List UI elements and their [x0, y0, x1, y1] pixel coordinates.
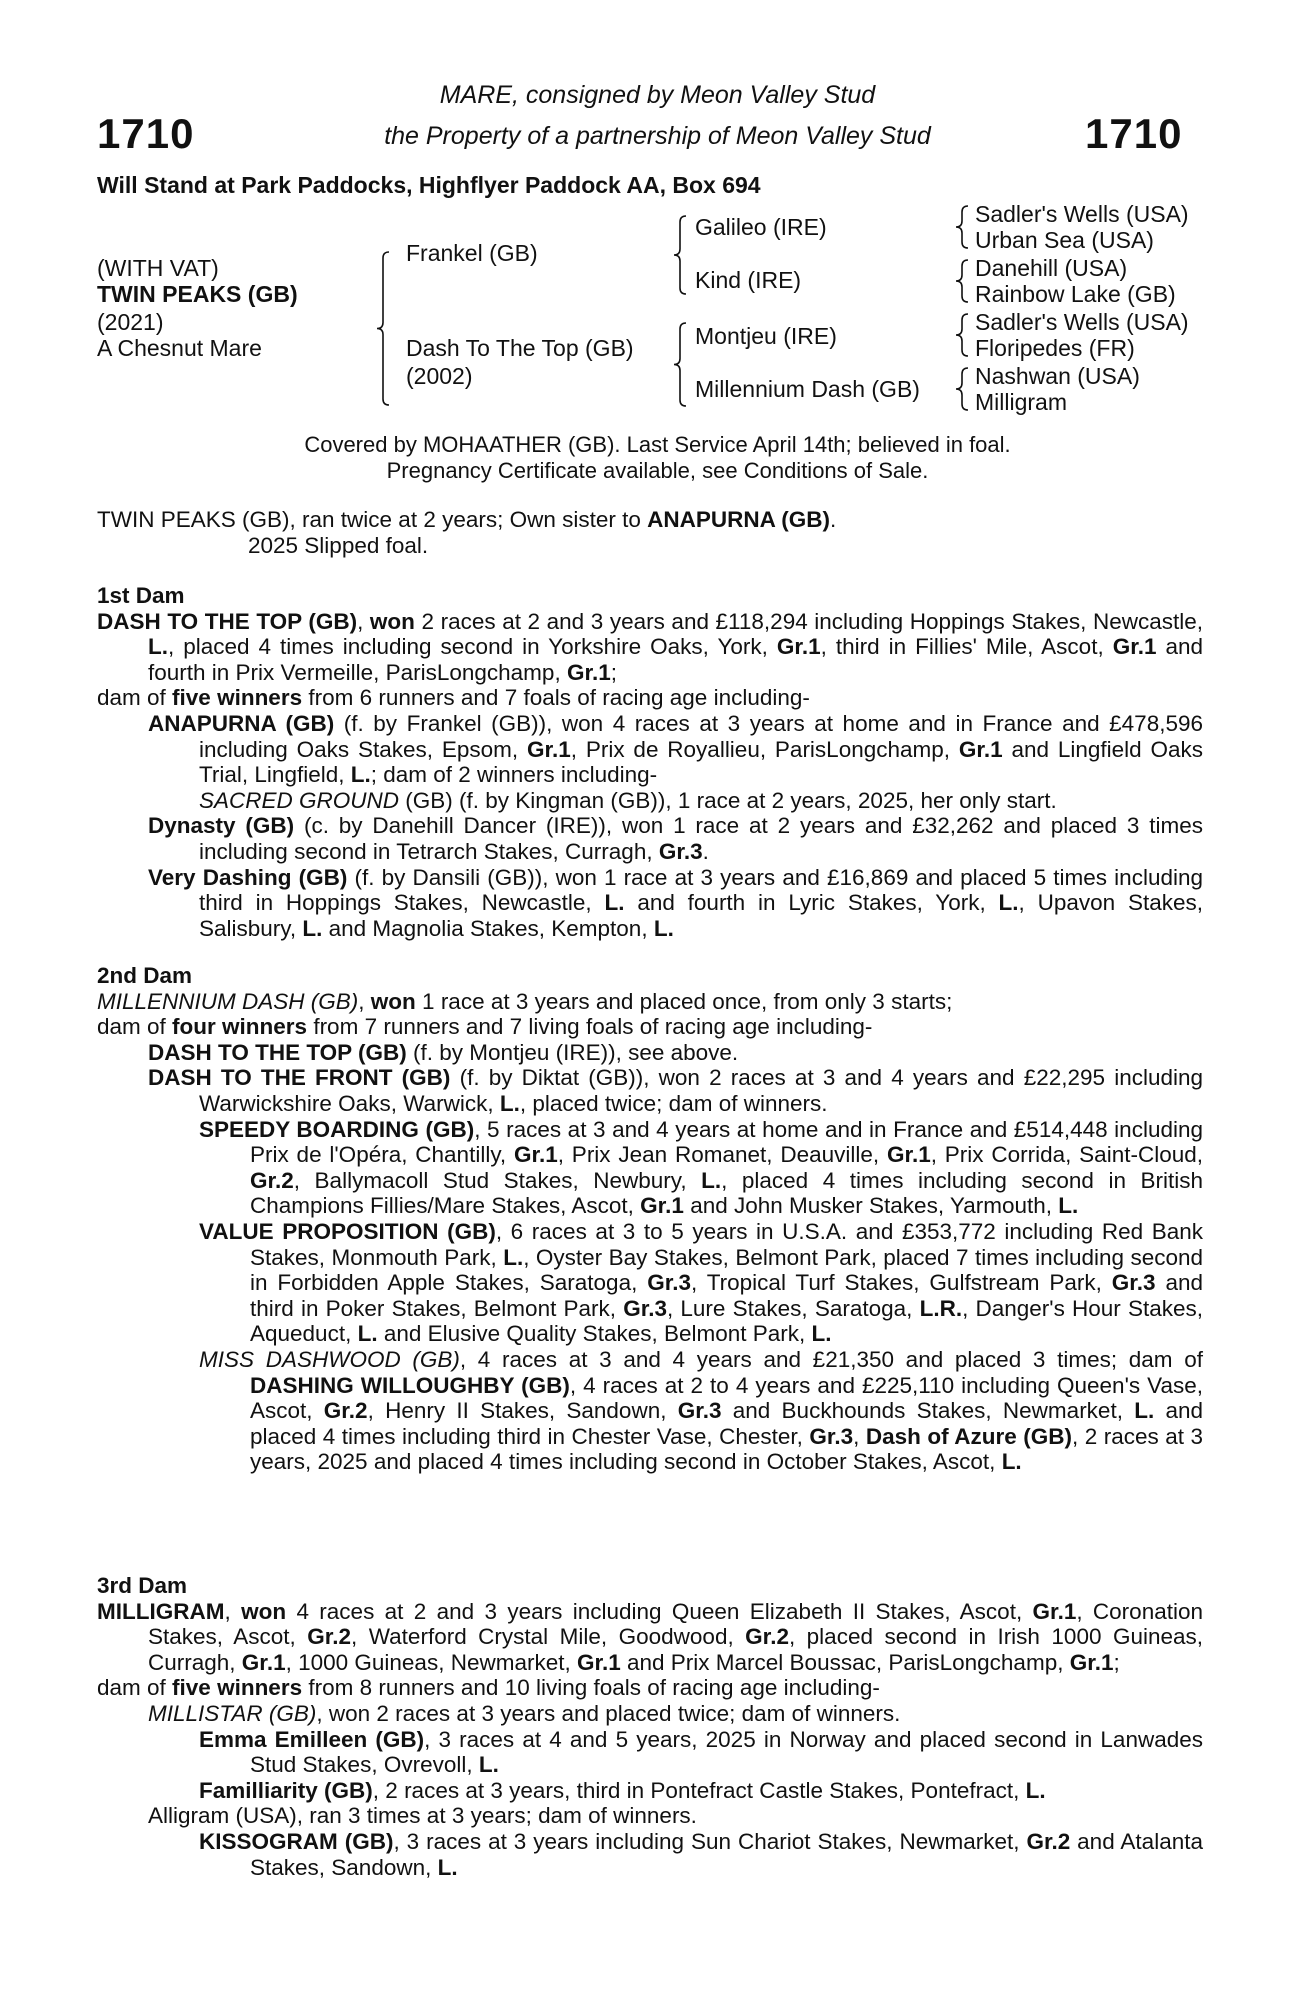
- bold-text: L.: [1001, 1449, 1022, 1475]
- bold-text: DASH TO THE TOP (GB): [148, 1039, 407, 1065]
- text: , 1000 Guineas, Newmarket,: [285, 1649, 577, 1675]
- bold-text: L.: [437, 1854, 458, 1880]
- text: ,: [357, 608, 370, 634]
- pedigree-entry: [97, 1701, 1203, 1727]
- bold-text: Gr.1: [1112, 634, 1157, 660]
- bold-text: Gr.1: [886, 1142, 931, 1168]
- bold-text: won: [241, 1598, 287, 1624]
- covering-note: Covered by MOHAATHER (GB). Last Service April 14th; believed in foal.: [304, 432, 1011, 457]
- text: ; dam of 2 winners including-: [370, 762, 658, 788]
- produce-summary: [97, 1675, 1203, 1701]
- text: , third in Fillies' Mile, Ascot,: [820, 634, 1113, 660]
- bold-text: DASHING WILLOUGHBY (GB): [250, 1372, 570, 1398]
- pedigree-entry: [97, 813, 1203, 864]
- bold-text: L.: [350, 762, 371, 788]
- bold-text: Dash of Azure (GB): [865, 1423, 1073, 1449]
- bold-text: Very Dashing (GB): [148, 864, 348, 890]
- text: , Upavon Stakes, Salisbury,: [199, 890, 1203, 941]
- text: , placed 4 times including second in Yorkshire Oaks, York,: [168, 634, 777, 660]
- pedigree-entry: [97, 1727, 1203, 1778]
- pedigree-entry: [97, 1117, 1203, 1219]
- dam-sire: Montjeu (IRE): [695, 323, 837, 349]
- brace-icon: [956, 206, 968, 248]
- text: and Buckhounds Stakes, Newmarket,: [721, 1398, 1135, 1424]
- text: and third in Poker Stakes, Belmont Park,: [250, 1270, 1203, 1321]
- section-title: 2nd Dam: [97, 963, 193, 988]
- pedigree-entry: [97, 1219, 1203, 1347]
- text: , Ballymacoll Stud Stakes, Newbury,: [293, 1167, 702, 1193]
- text: TWIN PEAKS (GB), ran twice at 2 years; Own sister to: [97, 507, 648, 532]
- bold-text: Gr.2: [1026, 1828, 1071, 1854]
- text: (f. by Frankel (GB)), won 4 races at 3 years at home and in France and £478,596 including Oaks Stakes, Epsom,: [199, 710, 1203, 762]
- bold-text: Gr.1: [566, 659, 611, 685]
- text: (GB) (f. by Kingman (GB)), 1 race at 2 years, 2025, her only start.: [399, 787, 1057, 813]
- produce-summary: [97, 685, 1203, 711]
- sire-dam: Kind (IRE): [695, 267, 802, 293]
- text: , 3 races at 3 years including Sun Chariot Stakes, Newmarket,: [393, 1828, 1027, 1854]
- bold-text: L.: [604, 890, 625, 916]
- italic-text: MISS DASHWOOD (GB): [199, 1346, 460, 1372]
- first-dam-section: [97, 583, 1203, 941]
- consignor-line: MARE, consigned by Meon Valley Stud: [439, 81, 876, 109]
- pedigree-entry: [97, 989, 1203, 1015]
- bold-text: Gr.1: [776, 634, 821, 660]
- bold-text: Gr.3: [1111, 1270, 1156, 1296]
- text: and John Musker Stakes, Yarmouth,: [683, 1193, 1059, 1219]
- bold-text: Gr.2: [745, 1624, 789, 1650]
- horse-name: TWIN PEAKS (GB): [97, 281, 298, 307]
- text: , placed second in Irish 1000 Guineas, Curragh,: [148, 1624, 1203, 1675]
- text: and Magnolia Stakes, Kempton,: [322, 915, 654, 941]
- bold-text: Emma Emilleen (GB): [199, 1726, 425, 1752]
- text: and Elusive Quality Stakes, Belmont Park,: [377, 1321, 812, 1347]
- text: ;: [610, 659, 617, 685]
- text: (c. by Danehill Dancer (IRE)), won 1 race at 2 years and £32,262 and placed 3 times including second in Tetrarch Stakes, Curragh,: [199, 813, 1204, 864]
- pedigree-entry: [97, 1347, 1203, 1475]
- text: dam of: [97, 685, 173, 711]
- gen4-ancestor: Rainbow Lake (GB): [975, 281, 1176, 307]
- text: ,: [224, 1598, 242, 1624]
- bold-text: L.: [503, 1244, 524, 1270]
- text: 2 races at 2 and 3 years and £118,294 including Hoppings Stakes, Newcastle,: [414, 608, 1203, 634]
- text: , won 2 races at 3 years and placed twice; dam of winners.: [316, 1700, 901, 1726]
- bold-text: Gr.1: [1032, 1598, 1077, 1624]
- text: , 6 races at 3 to 5 years in U.S.A. and £353,772 including Red Bank Stakes, Monmouth Park,: [250, 1218, 1203, 1270]
- bold-text: L.: [1058, 1193, 1079, 1219]
- text: , 2 races at 3 years, third in Pontefract Castle Stakes, Pontefract,: [372, 1777, 1026, 1803]
- bold-text: L.: [148, 634, 168, 660]
- second-dam-section: [97, 963, 1203, 1475]
- bold-text: VALUE PROPOSITION (GB): [199, 1218, 496, 1244]
- text: (f. by Montjeu (IRE)), see above.: [406, 1039, 739, 1065]
- bold-text: L.: [499, 1090, 520, 1116]
- bold-text: ANAPURNA (GB): [647, 507, 831, 532]
- vat-note: (WITH VAT): [97, 255, 219, 281]
- text: , 2 races at 3 years, 2025 and placed 4 times including second in October Stakes, Ascot,: [250, 1423, 1203, 1475]
- text: and Prix Marcel Boussac, ParisLongchamp,: [620, 1649, 1070, 1675]
- pedigree-entry: [97, 865, 1203, 942]
- racing-summary: [97, 507, 1203, 558]
- section-title: 3rd Dam: [97, 1573, 188, 1598]
- bold-text: L.: [302, 915, 323, 941]
- pedigree-entry: [97, 1599, 1203, 1676]
- property-line: the Property of a partnership of Meon Valley Stud: [384, 122, 931, 150]
- pedigree-entry: [97, 1829, 1203, 1880]
- lot-number-left: 1710: [97, 110, 195, 157]
- lot-number-right: 1710: [1085, 110, 1183, 157]
- bold-text: won: [369, 608, 415, 634]
- bold-text: Gr.1: [640, 1193, 684, 1219]
- brace-icon: [956, 260, 968, 302]
- text: , Oyster Bay Stakes, Belmont Park, placed 7 times including second in Forbidden Apple Stakes, Saratoga,: [250, 1244, 1203, 1296]
- dam-year: (2002): [406, 363, 473, 389]
- text: , Coronation Stakes, Ascot,: [148, 1598, 1203, 1650]
- text: and placed 4 times including third in Chester Vase, Chester,: [250, 1398, 1203, 1449]
- bold-text: SPEEDY BOARDING (GB): [199, 1116, 475, 1142]
- text: and Lingfield Oaks Trial, Lingfield,: [199, 736, 1204, 788]
- pedigree-entry: [97, 1040, 1203, 1066]
- text: from 7 runners and 7 living foals of racing age including-: [307, 1014, 873, 1040]
- bold-text: Gr.1: [241, 1649, 286, 1675]
- text: from 6 runners and 7 foals of racing age including-: [302, 685, 810, 711]
- brace-icon: [674, 216, 686, 294]
- pregnancy-note: Pregnancy Certificate available, see Conditions of Sale.: [386, 458, 929, 483]
- bold-text: L.: [701, 1167, 722, 1193]
- bold-text: Gr.1: [526, 736, 571, 762]
- sire-sire: Galileo (IRE): [695, 214, 827, 240]
- brace-icon: [674, 323, 686, 406]
- text: , Waterford Crystal Mile, Goodwood,: [351, 1624, 746, 1650]
- text: , Danger's Hour Stakes, Aqueduct,: [250, 1295, 1203, 1347]
- bold-text: five winners: [172, 685, 303, 711]
- bold-text: Familliarity (GB): [199, 1777, 373, 1803]
- text: dam of: [97, 1014, 173, 1040]
- bold-text: L.: [1025, 1777, 1046, 1803]
- bold-text: KISSOGRAM (GB): [199, 1828, 394, 1854]
- italic-text: MILLENNIUM DASH (GB): [97, 988, 359, 1014]
- text: 4 races at 2 and 3 years including Queen Elizabeth II Stakes, Ascot,: [286, 1598, 1033, 1624]
- text: Alligram (USA), ran 3 times at 3 years; dam of winners.: [148, 1803, 697, 1829]
- text: , Lure Stakes, Saratoga,: [666, 1295, 920, 1321]
- bold-text: Gr.3: [658, 838, 703, 864]
- text: .: [702, 838, 709, 864]
- produce-summary: [97, 1014, 1203, 1040]
- bold-text: L.R.: [919, 1295, 963, 1321]
- text: , Prix Jean Romanet, Deauville,: [557, 1142, 887, 1168]
- bold-text: Gr.1: [1069, 1649, 1114, 1675]
- brace-icon: [377, 252, 389, 405]
- bold-text: Gr.1: [513, 1142, 558, 1168]
- section-title: 1st Dam: [97, 583, 185, 608]
- bold-text: Gr.3: [677, 1398, 722, 1424]
- bold-text: ANAPURNA (GB): [148, 710, 335, 736]
- text: , placed twice; dam of winners.: [519, 1090, 828, 1116]
- gen4-ancestor: Urban Sea (USA): [975, 227, 1154, 253]
- third-dam-section: [97, 1573, 1203, 1880]
- text: , Tropical Turf Stakes, Gulfstream Park,: [691, 1270, 1112, 1296]
- racing-record: [97, 507, 1203, 533]
- text: and fourth in Prix Vermeille, ParisLongchamp,: [148, 634, 1203, 685]
- text: , 3 races at 4 and 5 years, 2025 in Norway and placed second in Lanwades Stud Stakes, Ovrevoll,: [250, 1726, 1203, 1778]
- text: dam of: [97, 1675, 173, 1701]
- gen4-ancestor: Sadler's Wells (USA): [975, 201, 1189, 227]
- brace-icon: [956, 368, 968, 410]
- brace-icon: [956, 314, 968, 356]
- bold-text: Gr.3: [647, 1270, 692, 1296]
- bold-text: Gr.1: [576, 1649, 621, 1675]
- bold-text: L.: [653, 915, 674, 941]
- text: and Atalanta Stakes, Sandown,: [250, 1828, 1203, 1880]
- bold-text: Gr.3: [809, 1423, 854, 1449]
- text: , 4 races at 2 to 4 years and £225,110 including Queen's Vase, Ascot,: [250, 1372, 1203, 1424]
- text: , Prix de Royallieu, ParisLongchamp,: [570, 736, 959, 762]
- gen4-ancestor: Sadler's Wells (USA): [975, 309, 1189, 335]
- bold-text: MILLIGRAM: [97, 1598, 225, 1624]
- bold-text: Gr.2: [323, 1398, 368, 1424]
- dam-dam: Millennium Dash (GB): [695, 376, 920, 402]
- bold-text: L.: [357, 1321, 378, 1347]
- text: , Prix Corrida, Saint-Cloud,: [930, 1142, 1203, 1168]
- bold-text: Dynasty (GB): [148, 813, 295, 839]
- bold-text: DASH TO THE FRONT (GB): [148, 1065, 451, 1091]
- bold-text: Gr.2: [307, 1624, 352, 1650]
- text: (f. by Diktat (GB)), won 2 races at 3 and 4 years and £22,295 including Warwickshire Oaks, Warwick,: [199, 1065, 1204, 1116]
- text: , 4 races at 3 and 4 years and £21,350 and placed 3 times; dam of: [459, 1346, 1203, 1372]
- bold-text: five winners: [172, 1675, 303, 1701]
- text: .: [830, 507, 837, 532]
- pedigree-entry: [97, 711, 1203, 788]
- stand-location: Will Stand at Park Paddocks, Highflyer Paddock AA, Box 694: [97, 172, 761, 198]
- pedigree-entry: [97, 1065, 1203, 1116]
- text: (f. by Dansili (GB)), won 1 race at 3 years and £16,869 and placed 5 times including third in Hoppings Stakes, Newcastle,: [199, 864, 1203, 916]
- gen4-ancestor: Danehill (USA): [975, 255, 1128, 281]
- text: ;: [1113, 1649, 1120, 1675]
- pedigree-entry: [97, 788, 1203, 814]
- pedigree-entry: [97, 1778, 1203, 1804]
- bold-text: Gr.1: [958, 736, 1003, 762]
- text: and fourth in Lyric Stakes, York,: [624, 890, 999, 916]
- text: , 5 races at 3 and 4 years at home and in France and £514,448 including Prix de l'Opéra, Chantilly,: [250, 1116, 1203, 1168]
- bold-text: Gr.2: [250, 1167, 294, 1193]
- bold-text: DASH TO THE TOP (GB): [97, 608, 358, 634]
- text: 1 race at 3 years and placed once, from only 3 starts;: [415, 988, 953, 1014]
- bold-text: Gr.3: [623, 1295, 667, 1321]
- bold-text: L.: [811, 1321, 832, 1347]
- bold-text: four winners: [172, 1014, 308, 1040]
- produce-record: 2025 Slipped foal.: [248, 532, 429, 558]
- dam: Dash To The Top (GB): [406, 335, 634, 361]
- text: ,: [853, 1423, 866, 1449]
- text: , Henry II Stakes, Sandown,: [367, 1398, 678, 1424]
- text: from 8 runners and 10 living foals of racing age including-: [302, 1675, 880, 1701]
- italic-text: MILLISTAR (GB): [148, 1700, 317, 1726]
- horse-description: A Chesnut Mare: [97, 335, 262, 361]
- sire: Frankel (GB): [406, 240, 538, 266]
- gen4-ancestor: Floripedes (FR): [975, 335, 1135, 361]
- italic-text: SACRED GROUND: [199, 787, 400, 813]
- horse-year: (2021): [97, 309, 164, 335]
- text: , placed 4 times including second in British Champions Fillies/Mare Stakes, Ascot,: [250, 1167, 1203, 1219]
- bold-text: L.: [998, 890, 1019, 916]
- gen4-ancestor: Milligram: [975, 389, 1067, 415]
- bold-text: L.: [1134, 1398, 1155, 1424]
- bold-text: won: [370, 988, 416, 1014]
- text: ,: [358, 988, 371, 1014]
- bold-text: L.: [478, 1752, 499, 1778]
- gen4-ancestor: Nashwan (USA): [975, 363, 1140, 389]
- pedigree-entry: [97, 1803, 1203, 1829]
- pedigree-entry: [97, 609, 1203, 686]
